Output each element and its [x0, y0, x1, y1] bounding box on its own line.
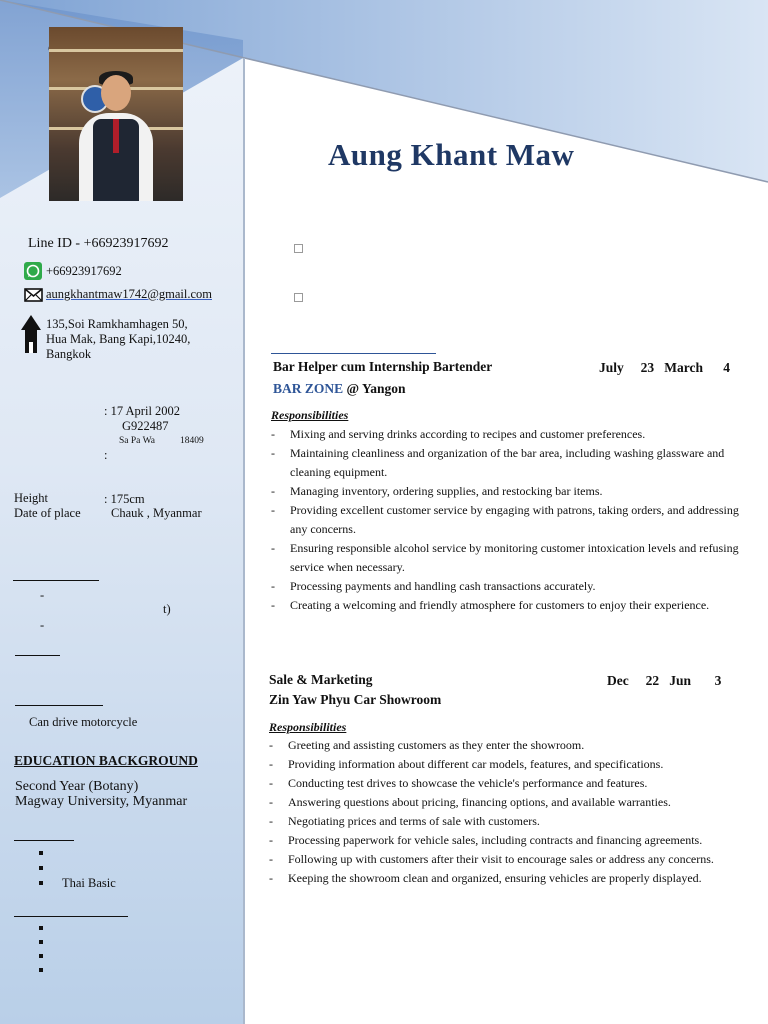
list-item: - Conducting test drives to showcase the vehicle's performance and features. — [268, 774, 758, 793]
list-item: - Providing information about different car models, features, and specifications. — [268, 755, 758, 774]
candidate-name: Aung Khant Maw — [328, 137, 575, 172]
passport-number: G922487 — [122, 419, 169, 433]
line-id: Line ID - +66923917692 — [28, 236, 169, 251]
section-rule — [14, 840, 74, 841]
section-rule — [15, 705, 103, 706]
list-item: - Greeting and assisting customers as they enter the showroom. — [268, 736, 758, 755]
education-degree: Second Year (Botany) — [15, 779, 139, 794]
address-line-2: Hua Mak, Bang Kapi,10240, — [46, 332, 191, 346]
list-item: - Processing payments and handling cash transactions accurately. — [270, 577, 748, 596]
dash-2: - — [40, 618, 45, 632]
checkbox-icon[interactable] — [294, 244, 303, 253]
company-brand: BAR ZONE — [273, 381, 344, 396]
height-value: : 175cm — [104, 492, 145, 506]
section-rule — [14, 916, 128, 917]
job-1-company — [273, 381, 405, 397]
section-rule — [13, 580, 99, 581]
job-1-title: Bar Helper cum Internship Bartender — [273, 359, 493, 374]
job-1-responsibilities — [270, 425, 748, 615]
email-address[interactable]: aungkhantmaw1742@gmail.com — [46, 287, 212, 301]
dash-1: - — [40, 588, 45, 602]
list-item: - Ensuring responsible alcohol service by monitoring customer intoxication levels and refusing service when necessary. — [270, 539, 748, 577]
list-item: - Processing paperwork for vehicle sales, including contracts and financing agreements. — [268, 831, 758, 850]
job-2-responsibilities-label: Responsibilities — [269, 720, 347, 734]
code-small: 18409 — [180, 436, 204, 446]
bullet-dot — [39, 968, 43, 972]
driving-skill: Can drive motorcycle — [29, 715, 138, 729]
checkbox-icon[interactable] — [294, 293, 303, 302]
address-line-1: 135,Soi Ramkhamhagen 50, — [46, 317, 188, 331]
job-1-responsibilities-label: Responsibilities — [271, 408, 349, 422]
list-item: - Maintaining cleanliness and organization of the bar area, including washing glassware and cleaning equipment. — [270, 444, 748, 482]
paren-text: t) — [163, 602, 171, 616]
bullet-dot — [39, 881, 43, 885]
section-rule — [271, 353, 436, 354]
job-2-dates: Dec 22 Jun 3 — [607, 673, 722, 688]
phone-number[interactable]: +66923917692 — [46, 264, 122, 278]
bullet-dot — [39, 926, 43, 930]
section-rule — [15, 655, 60, 656]
column-divider — [243, 58, 245, 1024]
height-label: Height — [14, 491, 49, 505]
job-2-company: Zin Yaw Phyu Car Showroom — [269, 692, 442, 707]
date-of-birth: : 17 April 2002 — [104, 404, 181, 418]
list-item: - Negotiating prices and terms of sale with customers. — [268, 812, 758, 831]
whatsapp-icon — [24, 262, 42, 285]
language-item: Thai Basic — [62, 876, 116, 890]
list-item: - Keeping the showroom clean and organized, ensuring vehicles are properly displayed. — [268, 869, 758, 888]
job-2-title: Sale & Marketing — [269, 672, 373, 687]
job-1-dates: July 23 March 4 — [599, 360, 730, 375]
bullet-dot — [39, 940, 43, 944]
bullet-dot — [39, 851, 43, 855]
address-line-3: Bangkok — [46, 347, 92, 361]
bullet-dot — [39, 866, 43, 870]
list-item: - Answering questions about pricing, financing options, and available warranties. — [268, 793, 758, 812]
place-small: Sa Pa Wa — [119, 436, 156, 446]
birthplace-label: Date of place — [14, 506, 81, 520]
company-location: @ Yangon — [343, 381, 406, 396]
education-school: Magway University, Myanmar — [15, 794, 188, 809]
list-item: - Mixing and serving drinks according to recipes and customer preferences. — [270, 425, 748, 444]
job-2-responsibilities — [268, 736, 758, 888]
empty-field-colon: : — [104, 448, 108, 462]
bullet-dot — [39, 954, 43, 958]
birthplace-value: Chauk , Myanmar — [111, 506, 202, 520]
list-item: - Managing inventory, ordering supplies, and restocking bar items. — [270, 482, 748, 501]
mail-icon — [24, 287, 43, 308]
house-icon — [20, 314, 42, 359]
profile-photo — [49, 27, 183, 201]
list-item: - Providing excellent customer service by engaging with patrons, taking orders, and addressing any concerns. — [270, 501, 748, 539]
list-item: - Creating a welcoming and friendly atmosphere for customers to enjoy their experience. — [270, 596, 748, 615]
education-heading: EDUCATION BACKGROUND — [14, 753, 198, 768]
list-item: - Following up with customers after their visit to encourage sales or address any concerns. — [268, 850, 758, 869]
